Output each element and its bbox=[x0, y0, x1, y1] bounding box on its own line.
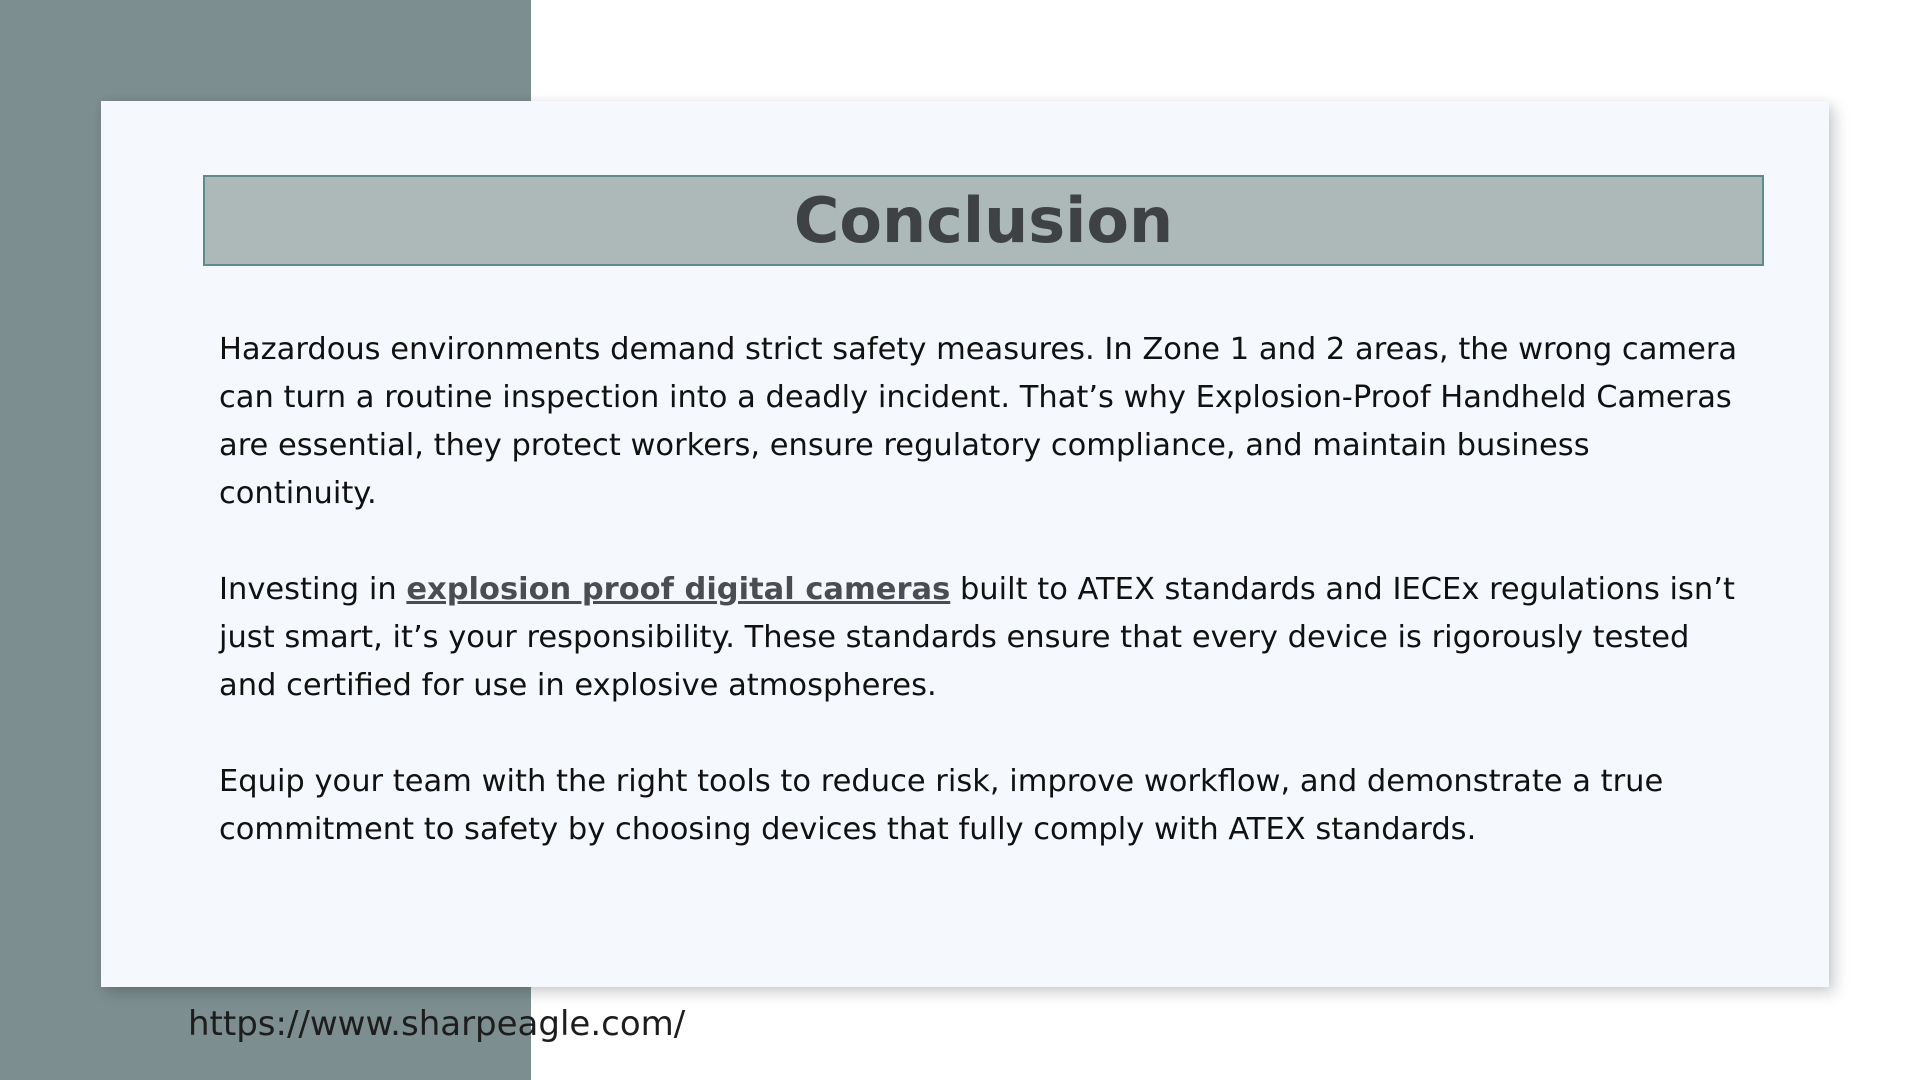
paragraph-2 bbox=[219, 566, 1739, 710]
title-bar bbox=[203, 175, 1764, 266]
content-card bbox=[101, 101, 1829, 987]
paragraph-1: Hazardous environments demand strict safety measures. In Zone 1 and 2 areas, the wrong camera can turn a routine inspection into a deadly incident. That’s why Explosion-Proof Handheld Cameras are essential, they protect workers, ensure regulatory compliance, and maintain business continuity. bbox=[219, 332, 1738, 511]
slide-title: Conclusion bbox=[793, 183, 1174, 257]
paragraph-2-intro: Investing in bbox=[219, 572, 407, 607]
footer-url[interactable]: https://www.sharpeagle.com/ bbox=[188, 1004, 686, 1044]
paragraph-2-rest: built to ATEX standards and IECEx regulations isn’t just smart, it’s your responsibility. These standards ensure that every device is rigorously tested and certified for use in explosive atmospheres. bbox=[219, 572, 1735, 703]
body-text bbox=[219, 326, 1739, 902]
explosion-proof-cameras-link[interactable]: explosion proof digital cameras bbox=[406, 572, 951, 607]
paragraph-3: Equip your team with the right tools to reduce risk, improve workflow, and demonstrate a true commitment to safety by choosing devices that fully comply with ATEX standards. bbox=[219, 764, 1664, 847]
